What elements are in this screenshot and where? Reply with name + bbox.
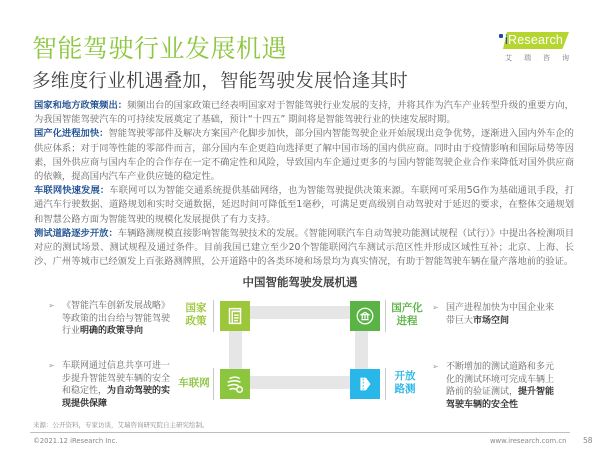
divider	[385, 368, 386, 400]
arrow-bullet-icon: ➢	[48, 361, 55, 370]
node-localization	[350, 301, 380, 331]
document-icon	[224, 305, 246, 327]
logo-cn-text: 艾 瑞 咨 询	[505, 54, 569, 62]
node-iov	[220, 369, 250, 399]
node-policy	[220, 301, 250, 331]
node-desc-road-test: ➢ 不断增加的测试道路和多元化的测试环境可完成车辆上路前的验证测试，提升智能驾驶车辆的安全性	[432, 362, 555, 410]
node-label-localization: 国产化 进程	[391, 302, 423, 327]
node-desc-localization: ➢ 国产进程加快为中国企业来带巨大市场空间	[432, 303, 555, 326]
logo-brand-text: iResearch	[505, 33, 564, 47]
paragraph-localization: 国产化进程加快：智能驾驶零部件及解决方案国产化脚步加快，部分国内智能驾驶企业开始展现出竞争优势，逐渐进入国内外车企的供应体系；对于同等性能的零部件而言，部分国内车企更趋向选择更了解中国市场的国内供应商。同时由于疫情影响和国际局势等因素，国外供应商与国内车企的合作存在一定不确定性和风险，导致国内车企通过更多的与国内智能驾驶企业合作来降低对国外供应商的依赖，提高国内汽车产业供应链的稳定性。	[34, 128, 574, 183]
track-bottom	[245, 376, 351, 389]
arrow-bullet-icon: ➢	[48, 301, 55, 310]
paragraph-policy: 国家和地方政策频出：频频出台的国家政策已经表明国家对于智能驾驶行业发展的支持，并将其作为汽车产业转型升级的重要方向，为我国智能驾驶汽车的可持续发展奠定了基础，预计“十四五” 期间将是智能驾驶行业的快速发展时期。	[34, 100, 574, 126]
divider	[213, 300, 214, 332]
logo-dot-icon	[499, 34, 503, 38]
bank-icon	[354, 305, 376, 327]
globe-network-icon	[224, 373, 246, 395]
paragraph-iov: 车联网快速发展：车联网可以为智能交通系统提供基础网络，也为智能驾驶提供决策来源。车联网可采用5G作为基础通讯手段，打通汽车行驶数据、道路规划和实时交通数据，延迟时间可降低至1毫秒，可满足更高级别自动驾驶对于延迟的要求，在整体交通规划和智慧公路方面为智能驾驶的规模化发展提供了有力支持。	[34, 185, 574, 225]
iresearch-logo	[497, 30, 577, 68]
road-sign-icon	[354, 373, 376, 395]
node-label-iov: 车联网	[178, 377, 210, 389]
track-left	[229, 330, 242, 370]
node-label-road-test: 开放 路测	[394, 370, 416, 395]
diagram-title: 中国智能驾驶发展机遇	[242, 275, 358, 289]
page-number: 58	[583, 436, 593, 445]
copyright: ©2021.12 iResearch Inc.	[33, 437, 118, 445]
node-road-test	[350, 369, 380, 399]
node-desc-iov: ➢ 车联网通过信息共享可进一步提升智能驾驶车辆的安全和稳定性，为自动驾驶的实现提供保障	[48, 361, 171, 409]
track-right	[355, 330, 368, 370]
website-link[interactable]: www.iresearch.com.cn	[490, 437, 567, 445]
divider	[213, 368, 214, 400]
divider	[385, 300, 386, 332]
footer-divider	[30, 432, 570, 433]
node-label-policy: 国家 政策	[185, 302, 207, 327]
page-subtitle: 多维度行业机遇叠加，智能驾驶发展恰逢其时	[32, 71, 409, 92]
arrow-bullet-icon: ➢	[432, 303, 439, 312]
node-desc-policy: ➢ 《智能汽车创新发展战略》等政策的出台给与智能驾驶行业明确的政策导向	[48, 301, 171, 336]
source-note: 来源：公开资料，专家访谈，艾瑞咨询研究院自主研究绘制。	[33, 421, 209, 429]
track-top	[245, 306, 351, 319]
body-text	[34, 99, 574, 269]
arrow-bullet-icon: ➢	[432, 362, 439, 371]
page-title: 智能驾驶行业发展机遇	[32, 34, 288, 63]
paragraph-road-test: 测试道路逐步开放：车辆路测规模直接影响智能驾驶技术的发展。《智能网联汽车自动驾驶功能测试规程（试行）》中提出各检测项目对应的测试场景、测试规程及通过条件。目前我国已建立至少20个智能联网汽车测试示范区性并形成区域性互补；北京、上海、长沙、广州等城市已经颁发上百张路测牌照，公开道路中的各类环境和场景均为真实情况，有助于智能驾驶车辆在量产落地前的验证。	[34, 227, 574, 268]
